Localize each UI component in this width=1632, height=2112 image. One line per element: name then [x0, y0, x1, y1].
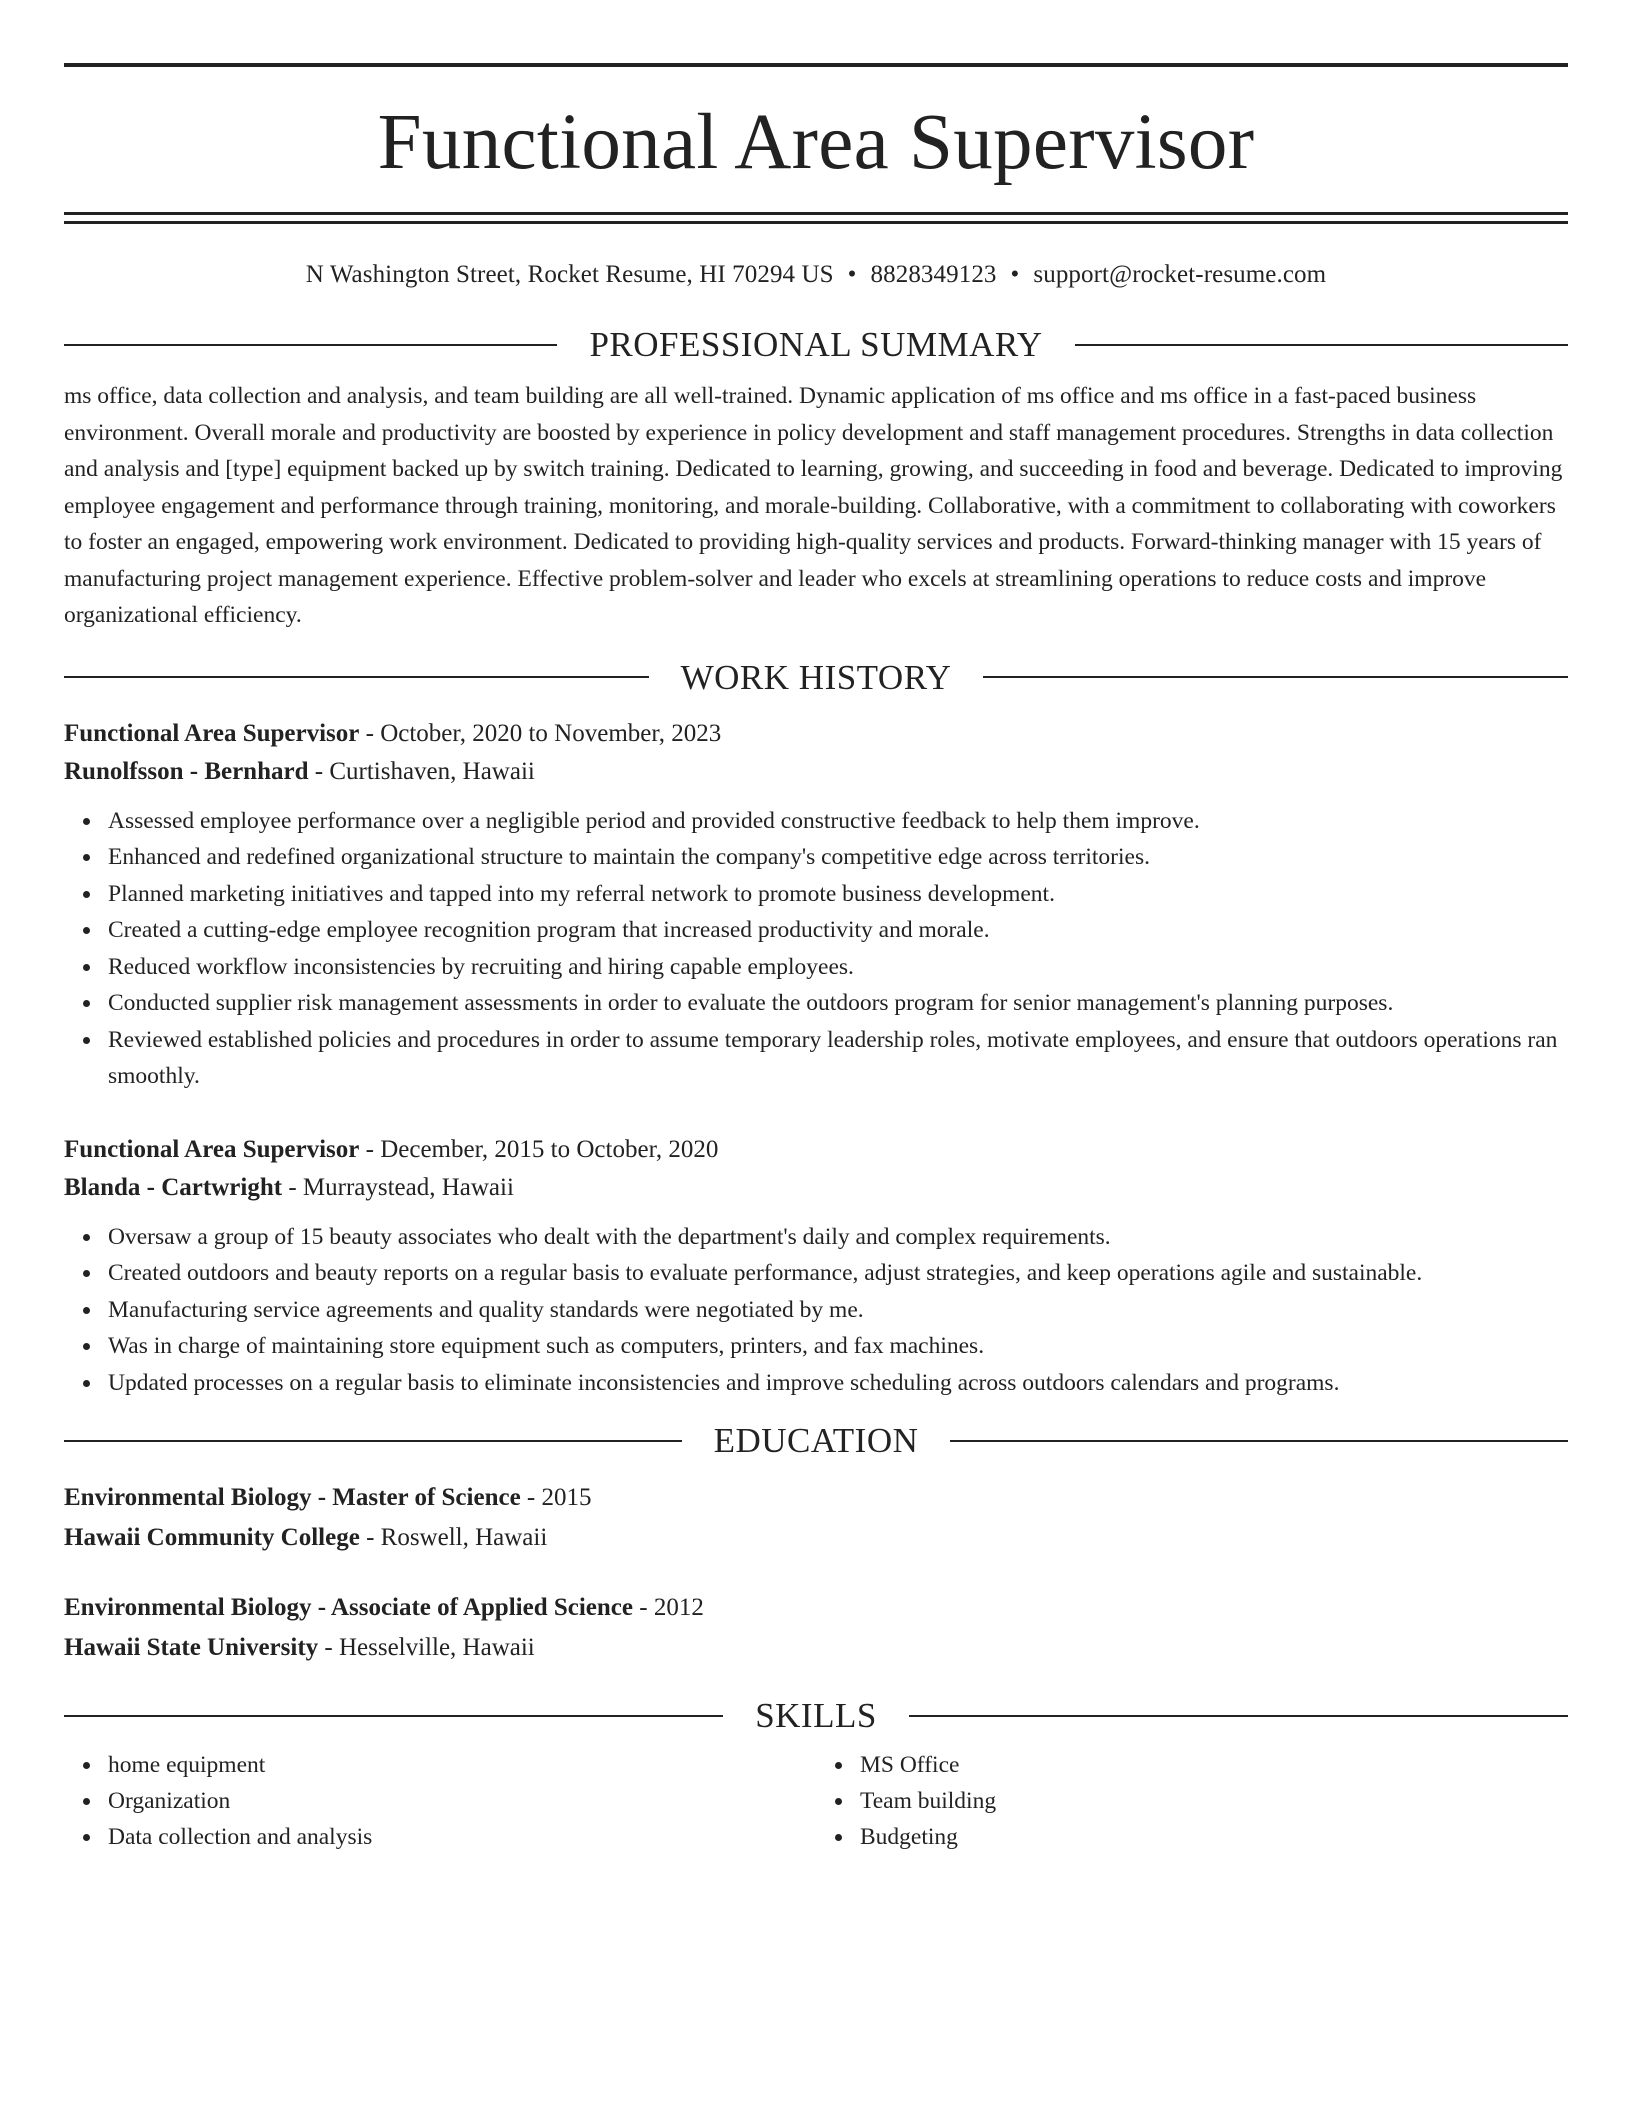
education-year: - 2012 [633, 1594, 704, 1621]
section-rule [64, 676, 649, 678]
job-bullets [64, 1219, 1568, 1402]
contact-email: support@rocket-resume.com [1033, 261, 1327, 288]
list-item: Planned marketing initiatives and tapped into my referral network to promote business development. [108, 876, 1568, 913]
skill-item: Data collection and analysis [108, 1819, 816, 1855]
education-degree-line [64, 1478, 1568, 1518]
job-dates: - October, 2020 to November, 2023 [359, 719, 722, 747]
list-item: Was in charge of maintaining store equipment such as computers, printers, and fax machines. [108, 1328, 1568, 1365]
double-rule [64, 212, 1568, 224]
education-entry [64, 1478, 1568, 1558]
job-bullets [64, 803, 1568, 1095]
contact-address: N Washington Street, Rocket Resume, HI 70294 US [305, 261, 834, 288]
section-title: SKILLS [755, 1696, 877, 1735]
contact-separator: • [1010, 261, 1020, 288]
contact-line [64, 262, 1568, 287]
education-school: Hawaii Community College [64, 1524, 360, 1551]
list-item: Assessed employee performance over a negligible period and provided constructive feedback to help them improve. [108, 803, 1568, 840]
job-location: - Murraystead, Hawaii [282, 1173, 514, 1201]
education-location: - Hesselville, Hawaii [318, 1634, 535, 1661]
education-entry [64, 1588, 1568, 1668]
education-location: - Roswell, Hawaii [359, 1524, 548, 1551]
job-company-line [64, 753, 1568, 791]
list-item: Oversaw a group of 15 beauty associates who dealt with the department's daily and complex requirements. [108, 1219, 1568, 1256]
skills-column-left [64, 1747, 816, 1855]
job-title-line [64, 1131, 1568, 1169]
skills-column-right [816, 1747, 1568, 1855]
job-company-line [64, 1169, 1568, 1207]
job-company: Blanda - Cartwright [64, 1173, 283, 1201]
section-rule [64, 1715, 723, 1717]
section-title: PROFESSIONAL SUMMARY [589, 325, 1043, 364]
education-year: - 2015 [520, 1484, 592, 1511]
education-school-line [64, 1518, 1568, 1558]
list-item: Created a cutting-edge employee recognition program that increased productivity and morale. [108, 912, 1568, 949]
job-entry [64, 1131, 1568, 1402]
skill-item: MS Office [860, 1747, 1568, 1783]
job-title: Functional Area Supervisor [64, 1135, 360, 1163]
job-dates: - December, 2015 to October, 2020 [359, 1135, 719, 1163]
list-item: Conducted supplier risk management assessments in order to evaluate the outdoors program for senior management's planning purposes. [108, 985, 1568, 1022]
section-rule [1075, 344, 1568, 346]
top-rule [64, 63, 1568, 67]
list-item: Updated processes on a regular basis to eliminate inconsistencies and improve scheduling across outdoors calendars and programs. [108, 1365, 1568, 1402]
skill-item: Team building [860, 1783, 1568, 1819]
education-degree: Environmental Biology - Master of Science [64, 1484, 521, 1511]
list-item: Reduced workflow inconsistencies by recruiting and hiring capable employees. [108, 949, 1568, 986]
contact-phone: 8828349123 [870, 261, 997, 288]
education-school-line [64, 1628, 1568, 1668]
job-location: - Curtishaven, Hawaii [308, 757, 535, 785]
education-school: Hawaii State University [64, 1634, 319, 1661]
list-item: Reviewed established policies and procedures in order to assume temporary leadership roles, motivate employees, and ensure that outdoors operations ran smoothly. [108, 1022, 1568, 1095]
job-title: Functional Area Supervisor [64, 719, 360, 747]
job-title-line [64, 715, 1568, 753]
section-title: WORK HISTORY [680, 657, 952, 697]
job-company: Runolfsson - Bernhard [64, 757, 309, 785]
skill-item: Organization [108, 1783, 816, 1819]
section-header-summary [64, 327, 1568, 362]
job-entry [64, 715, 1568, 1095]
section-title: EDUCATION [713, 1421, 919, 1460]
list-item: Enhanced and redefined organizational structure to maintain the company's competitive edge across territories. [108, 839, 1568, 876]
section-rule [909, 1715, 1568, 1717]
skill-item: home equipment [108, 1747, 816, 1783]
skill-item: Budgeting [860, 1819, 1568, 1855]
section-rule [983, 676, 1568, 678]
section-header-skills [64, 1698, 1568, 1733]
section-header-work [64, 657, 1568, 697]
summary-text: ms office, data collection and analysis, and team building are all well-trained. Dynamic application of ms office and ms office in a fast-paced business environment. Overall morale and productivity are boosted by experience in policy development and staff management procedures. Strengths in data collection and analysis and [type] equipment backed up by switch training. Dedicated to learning, growing, and succeeding in food and beverage. Dedicated to improving employee engagement and performance through training, monitoring, and morale-building. Collaborative, with a commitment to collaborating with coworkers to foster an engaged, empowering work environment. Dedicated to providing high-quality services and products. Forward-thinking manager with 15 years of manufacturing project management experience. Effective problem-solver and leader who excels at streamlining operations to reduce costs and improve organizational efficiency. [64, 383, 1563, 628]
list-item: Created outdoors and beauty reports on a regular basis to evaluate performance, adjust strategies, and keep operations agile and sustainable. [108, 1255, 1568, 1292]
section-rule [64, 1440, 682, 1442]
contact-separator: • [847, 261, 857, 288]
section-rule [950, 1440, 1568, 1442]
skills-grid [64, 1747, 1568, 1855]
section-header-education [64, 1423, 1568, 1458]
education-degree: Environmental Biology - Associate of Applied Science [64, 1594, 633, 1621]
education-degree-line [64, 1588, 1568, 1628]
section-rule [64, 344, 557, 346]
list-item: Manufacturing service agreements and quality standards were negotiated by me. [108, 1292, 1568, 1329]
candidate-name: Functional Area Supervisor [377, 99, 1255, 186]
